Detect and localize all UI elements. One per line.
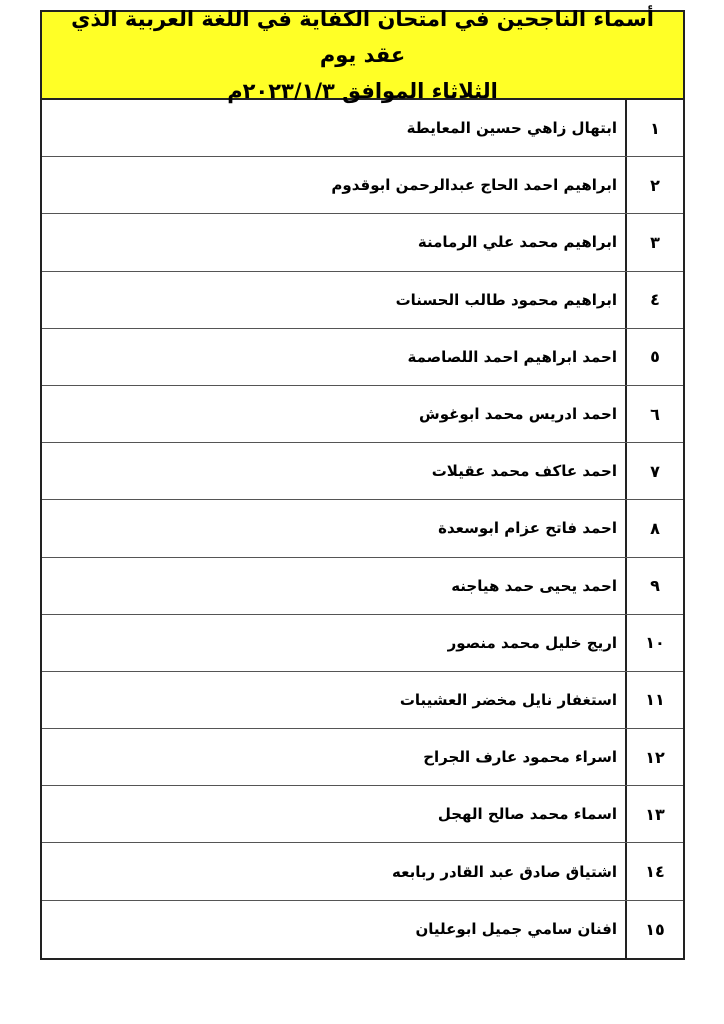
row-number: ١٢ — [625, 729, 683, 785]
row-number: ١١ — [625, 672, 683, 728]
table-row — [42, 443, 683, 500]
row-number: ٥ — [625, 329, 683, 385]
student-name: ابراهيم محمد علي الرمامنة — [417, 233, 617, 252]
student-name: احمد ابراهيم احمد اللصاصمة — [407, 347, 617, 366]
table-row — [42, 558, 683, 615]
row-number: ١٠ — [625, 615, 683, 671]
table-row — [42, 386, 683, 443]
student-name: اشتياق صادق عبد القادر ربابعه — [392, 862, 617, 881]
table-row — [42, 100, 683, 157]
header-title-line1: أسماء الناجحين في امتحان الكفاية في اللغة العربية الذي عقد يوم — [71, 7, 654, 67]
row-number: ٩ — [625, 558, 683, 614]
student-name: ابراهيم محمود طالب الحسنات — [395, 290, 617, 309]
student-name: احمد عاكف محمد عقيلات — [431, 462, 617, 481]
student-name: اسماء محمد صالح الهجل — [437, 805, 617, 824]
table-row — [42, 901, 683, 958]
student-name: احمد فاتح عزام ابوسعدة — [438, 519, 617, 538]
table-row — [42, 615, 683, 672]
table-row — [42, 672, 683, 729]
row-number: ٣ — [625, 214, 683, 270]
student-name: افنان سامي جميل ابوعليان — [415, 920, 617, 939]
table-row — [42, 843, 683, 900]
table-row — [42, 500, 683, 557]
student-name: اريج خليل محمد منصور — [447, 633, 617, 652]
table-header — [42, 7, 683, 103]
row-number: ١٣ — [625, 786, 683, 842]
results-table — [40, 7, 685, 960]
student-name: استغفار نايل مخضر العشيبات — [399, 690, 617, 709]
row-number: ١ — [625, 100, 683, 156]
row-number: ٧ — [625, 443, 683, 499]
table-row — [42, 214, 683, 271]
row-number: ٨ — [625, 500, 683, 556]
table-row — [42, 786, 683, 843]
table-row — [42, 272, 683, 329]
student-name: ابتهال زاهي حسين المعايطة — [406, 119, 617, 138]
row-number: ٦ — [625, 386, 683, 442]
row-number: ٢ — [625, 157, 683, 213]
table-row — [42, 729, 683, 786]
row-number: ١٥ — [625, 901, 683, 958]
table-row — [42, 157, 683, 214]
student-name: ابراهيم احمد الحاج عبدالرحمن ابوقدوم — [331, 176, 617, 195]
header-title-line2: الثلاثاء الموافق ٢٠٢٣/١/٣م — [227, 79, 498, 103]
row-number: ١٤ — [625, 843, 683, 899]
student-name: احمد ادريس محمد ابوغوش — [419, 405, 617, 424]
table-row — [42, 329, 683, 386]
student-name: احمد يحيى حمد هياجنه — [451, 576, 617, 595]
student-name: اسراء محمود عارف الجراح — [423, 748, 617, 767]
row-number: ٤ — [625, 272, 683, 328]
